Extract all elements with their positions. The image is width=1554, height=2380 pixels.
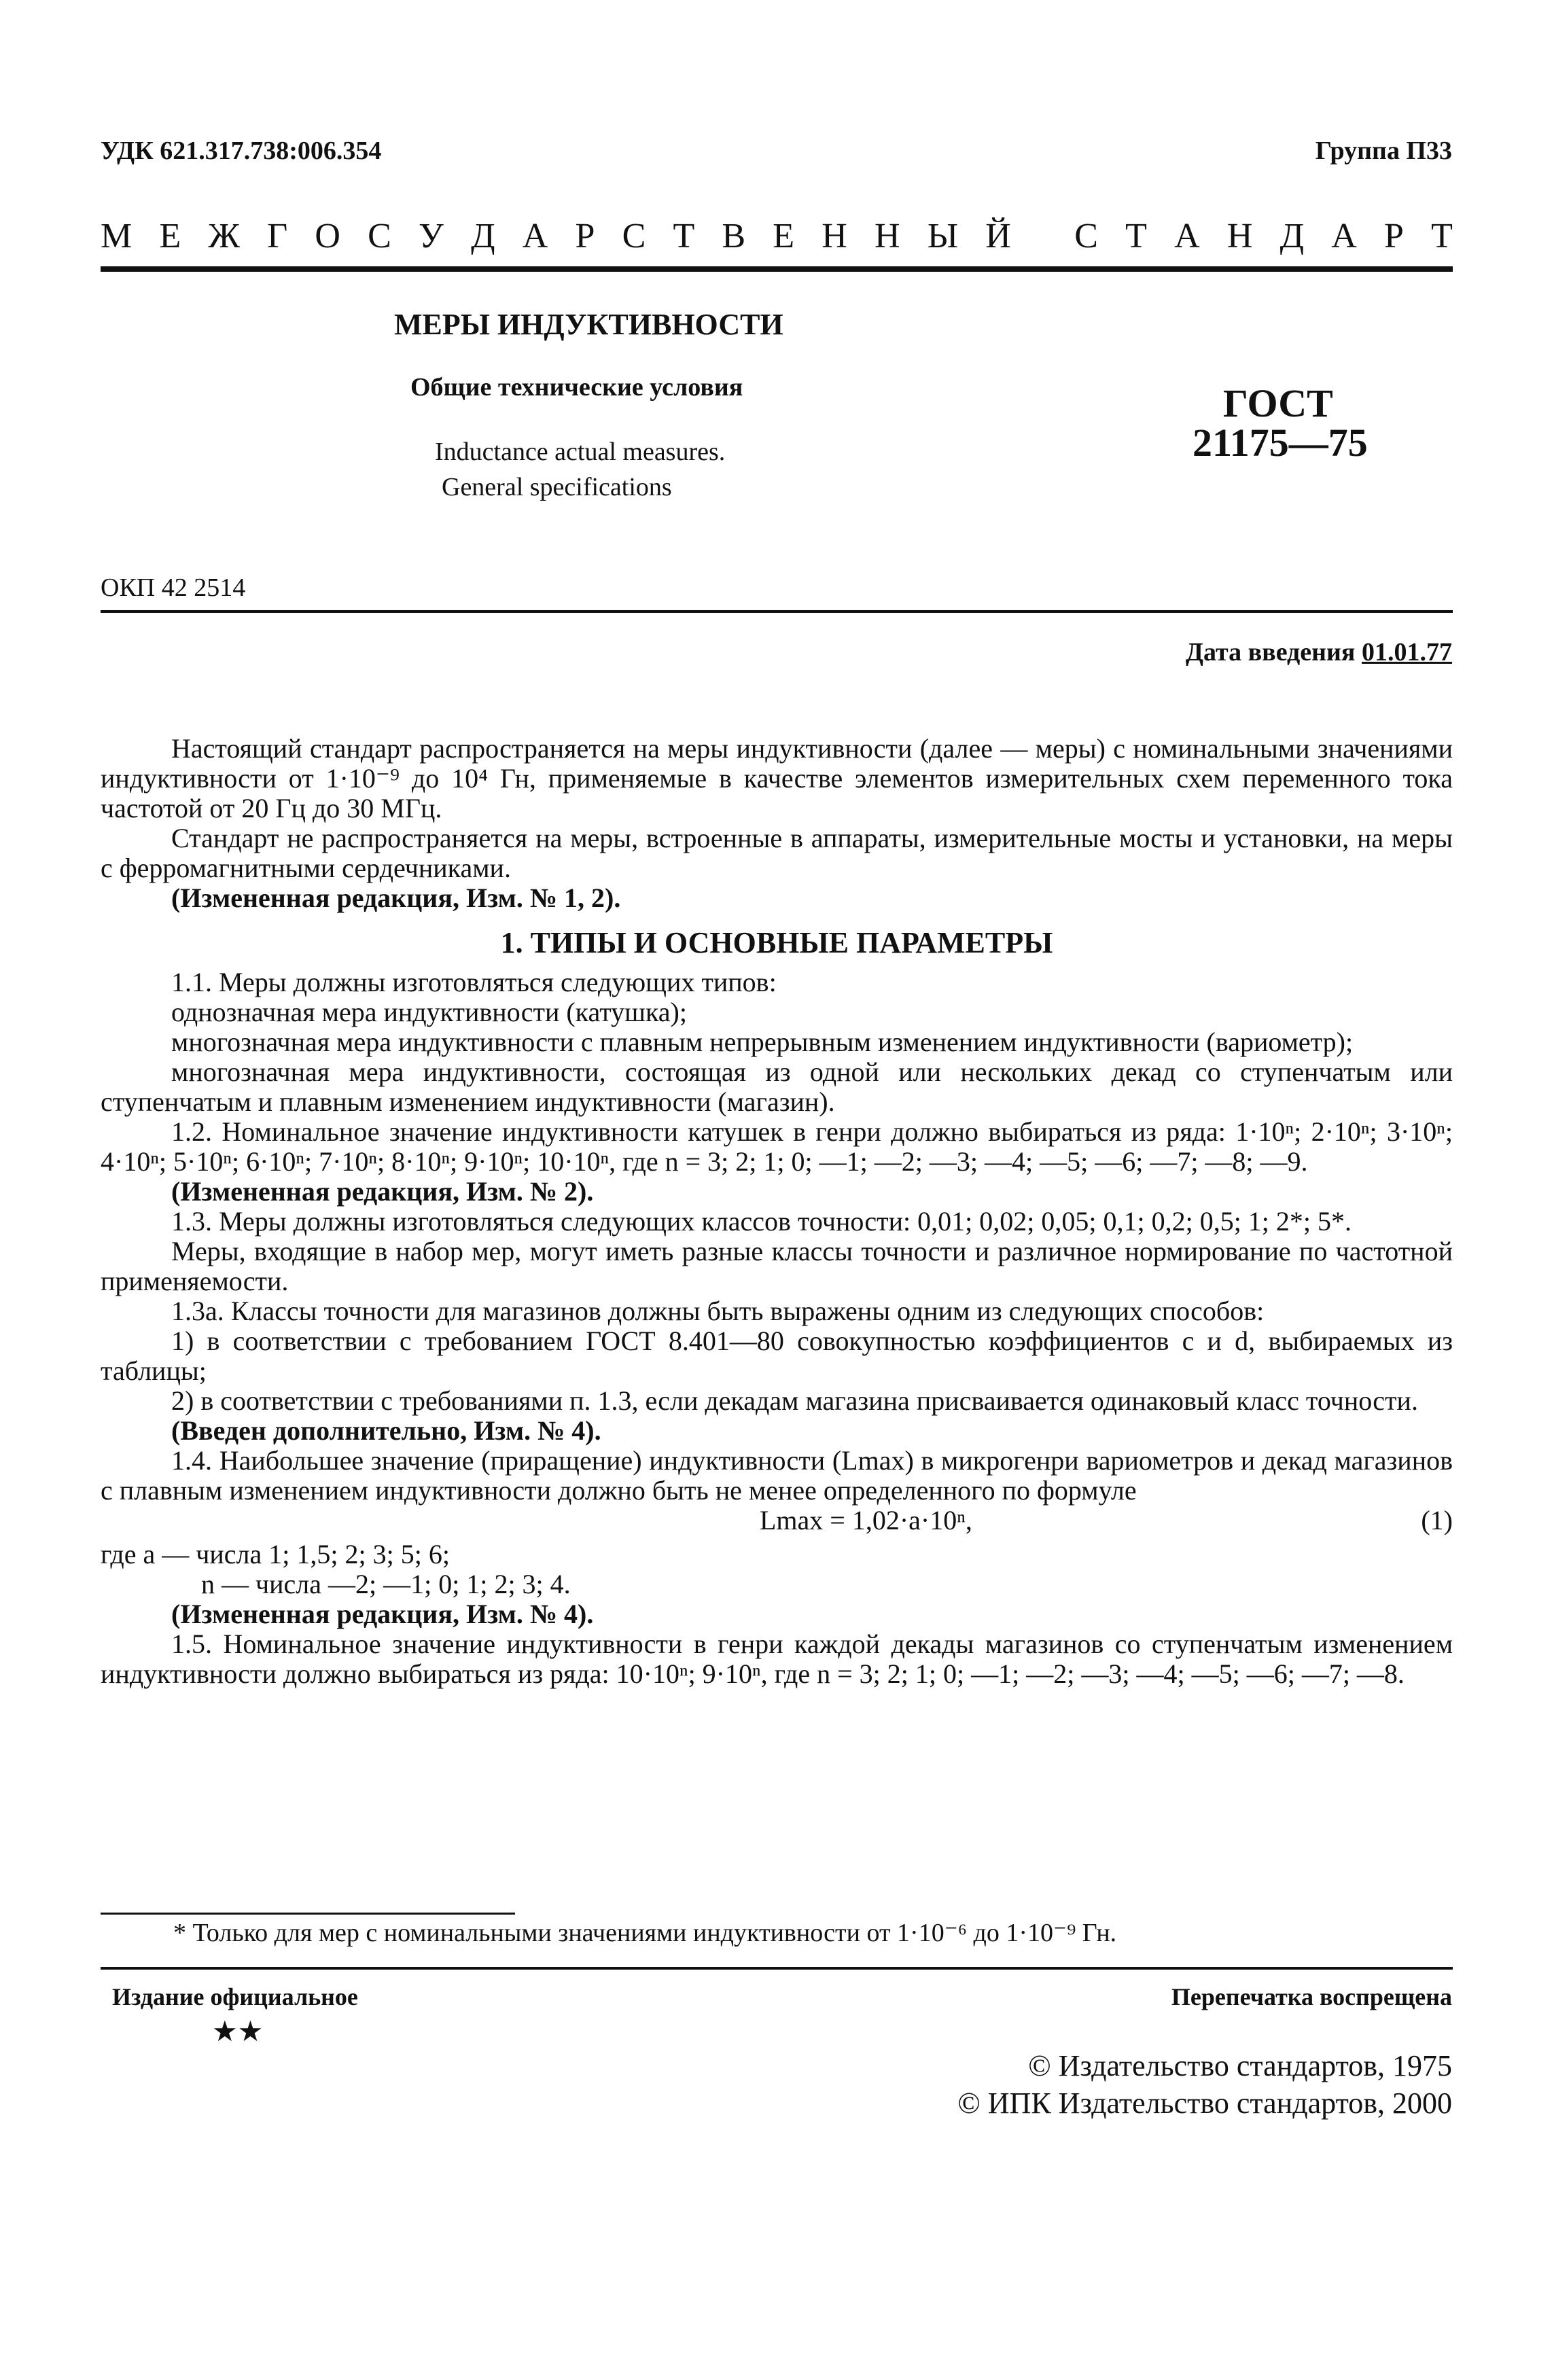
- banner-letter: Т: [673, 217, 695, 255]
- formula-row: [101, 1506, 1453, 1540]
- clause-1-1: 1.1. Меры должны изготовляться следующих типов:: [171, 967, 777, 997]
- introduction-date: [1186, 637, 1452, 667]
- gost-number: 21175—75: [1193, 421, 1368, 465]
- group-code: Группа П33: [1315, 137, 1452, 165]
- official-edition: Издание официальное: [112, 1983, 358, 2010]
- banner-letter: С: [1074, 217, 1098, 255]
- reprint-prohibited: Перепечатка воспрещена: [1171, 1983, 1452, 2010]
- banner-letter: Ж: [208, 217, 240, 255]
- banner-letter: Д: [1279, 217, 1305, 255]
- clause-1-3a-item-1: 1) в соответствии с требованием ГОСТ 8.401—80 совокупностью коэффициентов c и d, выбираемых из таблицы;: [101, 1326, 1453, 1386]
- formula-number: (1): [1421, 1505, 1453, 1535]
- banner-letter: Р: [575, 217, 595, 255]
- banner-letter: У: [419, 217, 444, 255]
- banner-letter: Т: [1431, 217, 1453, 255]
- clause-1-1-item-3: многозначная мера индуктивности, состоящая из одной или нескольких декад со ступенчатым или ступенчатым и плавным изменением индуктивности (магазин).: [101, 1056, 1453, 1117]
- clause-1-4-amendment: (Измененная редакция, Изм. № 4).: [171, 1599, 594, 1629]
- copyright-1975: © Издательство стандартов, 1975: [1028, 2049, 1452, 2082]
- banner-letter: В: [722, 217, 746, 255]
- clause-1-5: 1.5. Номинальное значение индуктивности в генри каждой декады магазинов со ступенчатым изменением индуктивности должно выбираться из ряда: 10·10ⁿ; 9·10ⁿ, где n = 3; 2; 1; 0; —1; —2; —3; —4; —5; —6; —7; —8.: [101, 1629, 1453, 1689]
- clause-1-2-amendment: (Измененная редакция, Изм. № 2).: [171, 1176, 594, 1207]
- document-subtitle: Общие технические условия: [410, 373, 743, 402]
- banner-letter: О: [315, 217, 340, 255]
- clause-1-3a: 1.3а. Классы точности для магазинов должны быть выражены одним из следующих способов:: [171, 1296, 1265, 1326]
- introduction-date-value: 01.01.77: [1362, 638, 1452, 667]
- banner-letter: Н: [822, 217, 847, 255]
- header-rule: [101, 266, 1453, 272]
- banner-letter: М: [101, 217, 133, 255]
- stars-mark: ★★: [212, 2017, 264, 2048]
- intro-paragraph-1: Настоящий стандарт распространяется на меры индуктивности (далее — меры) с номинальными значениями индуктивности от 1·10⁻⁹ до 10⁴ Гн, применяемые в качестве элементов измерительных схем переменного тока частотой от 20 Гц до 30 МГц.: [101, 733, 1453, 823]
- banner-letter: [1038, 216, 1047, 264]
- english-title-line-1: Inductance actual measures.: [435, 438, 726, 466]
- clause-1-2: 1.2. Номинальное значение индуктивности катушек в генри должно выбираться из ряда: 1·10ⁿ; 2·10ⁿ; 3·10ⁿ; 4·10ⁿ; 5·10ⁿ; 6·10ⁿ; 7·10ⁿ; 8·10ⁿ; 9·10ⁿ; 10·10ⁿ, где n = 3; 2; 1; 0; —1; —2; —3; —4; —5; —6; —7; —8; —9.: [101, 1116, 1453, 1177]
- section-heading: 1. ТИПЫ И ОСНОВНЫЕ ПАРАМЕТРЫ: [500, 926, 1053, 959]
- clause-1-3-note: Меры, входящие в набор мер, могут иметь разные классы точности и различное нормирование по частотной применяемости.: [101, 1236, 1453, 1296]
- banner-letter: Т: [1125, 217, 1147, 255]
- banner-letter: Н: [1226, 217, 1253, 255]
- formula-where-n: n — числа —2; —1; 0; 1; 2; 3; 4.: [201, 1569, 571, 1599]
- banner-letter: Е: [159, 217, 181, 255]
- banner-letter: Д: [471, 217, 495, 255]
- banner-letter: Е: [773, 217, 795, 255]
- banner-letter: Н: [875, 217, 900, 255]
- clause-1-3a-item-2: 2) в соответствии с требованиями п. 1.3, если декадам магазина присваивается одинаковый класс точности.: [171, 1385, 1418, 1416]
- clause-1-1-item-1: однозначная мера индуктивности (катушка);: [171, 997, 687, 1027]
- clause-1-3: 1.3. Меры должны изготовляться следующих классов точности: 0,01; 0,02; 0,05; 0,1; 0,2; 0,5; 1; 2*; 5*.: [171, 1206, 1352, 1237]
- footnote-rule: [101, 1913, 515, 1915]
- footnote: * Только для мер с номинальными значениями индуктивности от 1·10⁻⁶ до 1·10⁻⁹ Гн.: [173, 1919, 1117, 1947]
- banner-letter: Й: [985, 217, 1011, 255]
- document-title: МЕРЫ ИНДУКТИВНОСТИ: [394, 308, 783, 341]
- english-title-line-2: General specifications: [442, 473, 672, 501]
- clause-1-3a-amendment: (Введен дополнительно, Изм. № 4).: [171, 1415, 601, 1446]
- banner-letter: А: [1174, 217, 1200, 255]
- intro-paragraph-2: Стандарт не распространяется на меры, встроенные в аппараты, измерительные мосты и установки, на меры с ферромагнитными сердечниками.: [101, 823, 1453, 883]
- interstate-standard-banner: [101, 216, 1453, 264]
- document-body: [101, 734, 1453, 1689]
- introduction-date-label: Дата введения: [1185, 638, 1356, 667]
- udk-code: УДК 621.317.738:006.354: [101, 137, 382, 165]
- banner-letter: Р: [1383, 217, 1404, 255]
- banner-letter: Ы: [927, 217, 959, 255]
- banner-letter: С: [622, 217, 646, 255]
- formula: Lmax = 1,02·a·10ⁿ,: [760, 1505, 972, 1535]
- gost-label: ГОСТ: [1223, 381, 1333, 425]
- title-rule: [101, 610, 1453, 613]
- copyright-2000: © ИПК Издательство стандартов, 2000: [957, 2086, 1452, 2120]
- banner-letter: А: [1331, 217, 1357, 255]
- formula-where-a: где a — числа 1; 1,5; 2; 3; 5; 6;: [101, 1539, 450, 1569]
- banner-letter: С: [368, 217, 391, 255]
- okp-code: ОКП 42 2514: [101, 573, 246, 602]
- banner-letter: Г: [267, 217, 288, 255]
- amendment-note: (Измененная редакция, Изм. № 1, 2).: [171, 883, 621, 913]
- clause-1-1-item-2: многозначная мера индуктивности с плавным непрерывным изменением индуктивности (вариометр);: [171, 1027, 1354, 1057]
- clause-1-4: 1.4. Наибольшее значение (приращение) индуктивности (Lmax) в микрогенри вариометров и декад магазинов с плавным изменением индуктивности должно быть не менее определенного по формуле: [101, 1445, 1453, 1506]
- footer-rule: [101, 1967, 1453, 1970]
- banner-letter: А: [522, 217, 548, 255]
